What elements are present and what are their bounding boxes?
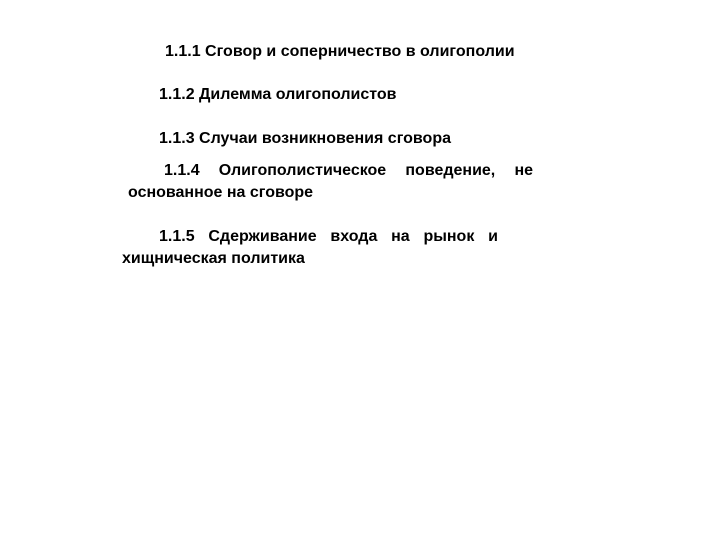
- toc-item-1-1-1: 1.1.1 Сговор и соперничество в олигополии: [165, 43, 515, 60]
- toc-item-1-1-2: 1.1.2 Дилемма олигополистов: [159, 86, 397, 103]
- toc-item-1-1-4-word: поведение,: [405, 162, 496, 179]
- toc-item-1-1-5-word: Сдерживание: [208, 228, 317, 245]
- toc-item-1-1-5-word: рынок: [423, 228, 475, 245]
- toc-item-1-1-5-word: 1.1.5: [159, 228, 195, 245]
- toc-item-1-1-4-word: не: [514, 162, 533, 179]
- toc-item-1-1-5-line-1: [122, 226, 498, 248]
- toc-item-1-1-4-line-2: основанное на сговоре: [128, 184, 314, 201]
- toc-item-1-1-4-word: 1.1.4: [164, 162, 200, 179]
- toc-item-1-1-5-word: на: [391, 228, 410, 245]
- toc-item-1-1-5-word: входа: [330, 228, 378, 245]
- toc-item-1-1-4-line-1: [128, 160, 533, 182]
- toc-item-1-1-5: [122, 226, 498, 270]
- toc-item-1-1-4-word: Олигополистическое: [218, 162, 387, 179]
- toc-item-1-1-4: [128, 160, 533, 204]
- toc-item-1-1-5-line-2: хищническая политика: [122, 250, 305, 267]
- toc-item-1-1-5-word: и: [488, 228, 498, 245]
- toc-item-1-1-3: 1.1.3 Случаи возникновения сговора: [159, 130, 451, 147]
